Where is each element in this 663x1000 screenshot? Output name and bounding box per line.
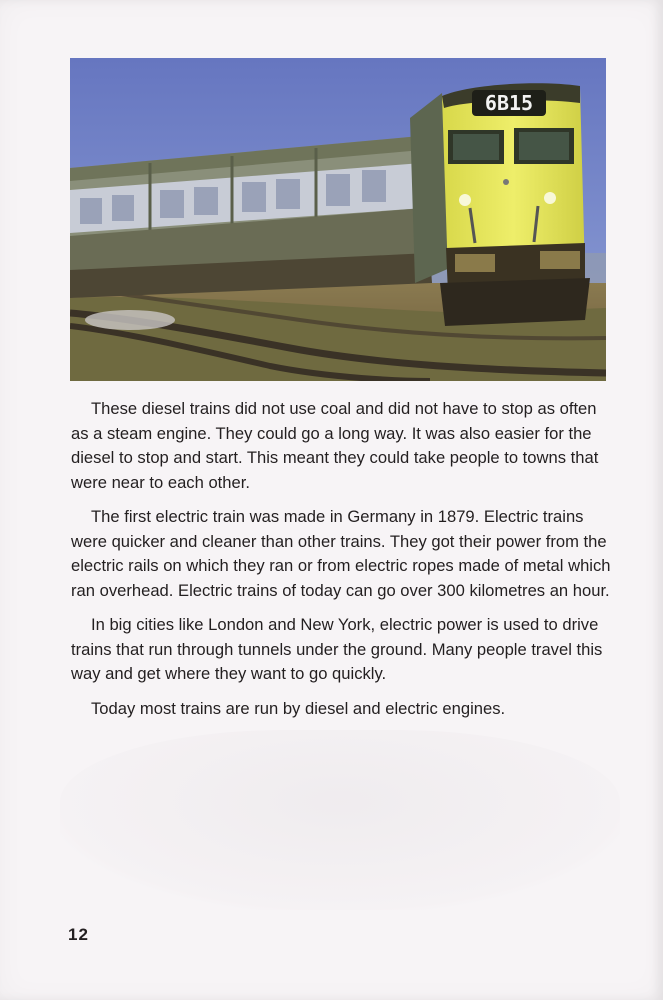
paragraph-underground: In big cities like London and New York, electric power is used to drive trains that run through tunnels under the ground. Many people travel this way and get where they want to go quickly. — [71, 615, 603, 683]
train-photo — [70, 58, 606, 381]
body-text — [71, 397, 616, 731]
paragraph-electric: The first electric train was made in Germany in 1879. Electric trains were quicker and cleaner than other trains. They got their power from the electric rails on which they ran or from electric ropes made of metal which ran overhead. Electric trains of today can go over 300 kilometres an hour. — [71, 507, 611, 600]
headcode-panel: 6B15 — [484, 91, 534, 115]
show-through-shadow — [60, 730, 620, 910]
paragraph-today: Today most trains are run by diesel and electric engines. — [91, 698, 506, 718]
page-number: 12 — [68, 925, 89, 944]
paragraph-diesel: These diesel trains did not use coal and did not have to stop as often as a steam engine. They could go a long way. It was also easier for the diesel to stop and start. This meant they could take people to towns that were near to each other. — [71, 399, 599, 492]
diesel-train-illustration — [70, 58, 606, 381]
